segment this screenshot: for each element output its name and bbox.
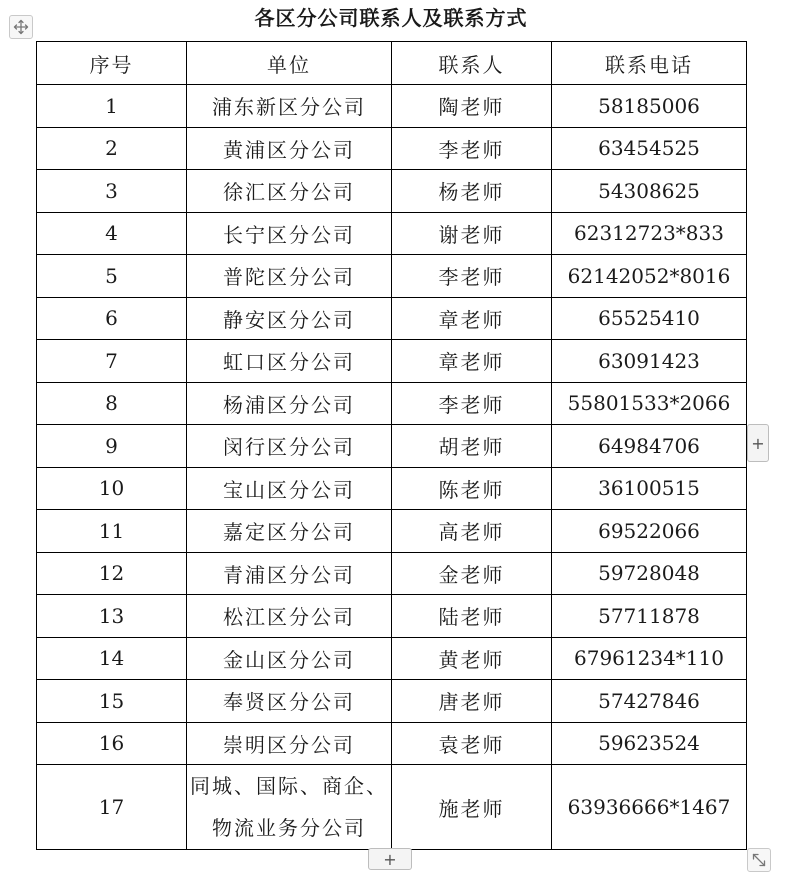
cell-no[interactable]: 8 [37,382,187,425]
cell-phone[interactable]: 57711878 [552,595,747,638]
cell-unit[interactable]: 长宁区分公司 [187,212,392,255]
cell-phone[interactable]: 62142052*8016 [552,255,747,298]
page-title: 各区分公司联系人及联系方式 [254,6,528,30]
contacts-table [36,41,747,850]
cell-person[interactable]: 高老师 [392,510,552,553]
cell-person[interactable]: 章老师 [392,297,552,340]
table-row [37,212,747,255]
cell-unit[interactable]: 杨浦区分公司 [187,382,392,425]
cell-no[interactable]: 6 [37,297,187,340]
cell-no[interactable]: 3 [37,170,187,213]
cell-phone[interactable]: 63091423 [552,340,747,383]
cell-unit[interactable] [187,765,392,850]
cell-phone[interactable]: 36100515 [552,467,747,510]
cell-person[interactable]: 陈老师 [392,467,552,510]
cell-unit[interactable]: 静安区分公司 [187,297,392,340]
cell-unit[interactable]: 奉贤区分公司 [187,680,392,723]
cell-no[interactable]: 5 [37,255,187,298]
cell-phone[interactable]: 63936666*1467 [552,765,747,850]
cell-phone[interactable]: 62312723*833 [552,212,747,255]
cell-phone[interactable]: 59623524 [552,722,747,765]
cell-phone[interactable]: 63454525 [552,127,747,170]
cell-no[interactable]: 17 [37,765,187,850]
cell-no[interactable]: 15 [37,680,187,723]
table-row [37,722,747,765]
table-row [37,467,747,510]
cell-person[interactable]: 章老师 [392,340,552,383]
cell-unit[interactable]: 松江区分公司 [187,595,392,638]
cell-person[interactable]: 金老师 [392,552,552,595]
cell-person[interactable]: 陆老师 [392,595,552,638]
table-row [37,680,747,723]
cell-unit[interactable]: 青浦区分公司 [187,552,392,595]
cell-no[interactable]: 13 [37,595,187,638]
table-row [37,595,747,638]
resize-diagonal-icon [751,852,767,868]
cell-person[interactable]: 胡老师 [392,425,552,468]
cell-phone[interactable]: 57427846 [552,680,747,723]
cell-phone[interactable]: 67961234*110 [552,637,747,680]
cell-unit[interactable]: 金山区分公司 [187,637,392,680]
table-row [37,255,747,298]
cell-no[interactable]: 1 [37,85,187,128]
cell-phone[interactable]: 59728048 [552,552,747,595]
cell-unit[interactable]: 虹口区分公司 [187,340,392,383]
table-row [37,425,747,468]
cell-no[interactable]: 2 [37,127,187,170]
cell-phone[interactable]: 69522066 [552,510,747,553]
table-row [37,552,747,595]
add-column-button[interactable]: + [747,424,769,462]
cell-person[interactable]: 李老师 [392,255,552,298]
add-row-button[interactable]: + [368,848,412,870]
table-row [37,170,747,213]
table-row [37,340,747,383]
header-person: 联系人 [392,42,552,85]
cell-phone[interactable]: 58185006 [552,85,747,128]
cell-no[interactable]: 4 [37,212,187,255]
cell-unit[interactable]: 普陀区分公司 [187,255,392,298]
cell-no[interactable]: 16 [37,722,187,765]
cell-person[interactable]: 谢老师 [392,212,552,255]
cell-unit-line: 同城、国际、商企、 [190,774,388,798]
table-row [37,85,747,128]
cell-phone[interactable]: 64984706 [552,425,747,468]
cell-person[interactable]: 杨老师 [392,170,552,213]
table-row [37,510,747,553]
header-phone: 联系电话 [552,42,747,85]
cell-unit[interactable]: 闵行区分公司 [187,425,392,468]
table-row [37,127,747,170]
cell-person[interactable]: 施老师 [392,765,552,850]
cell-phone[interactable]: 54308625 [552,170,747,213]
cell-no[interactable]: 10 [37,467,187,510]
cell-no[interactable]: 14 [37,637,187,680]
cell-person[interactable]: 李老师 [392,382,552,425]
cell-unit[interactable]: 徐汇区分公司 [187,170,392,213]
cell-no[interactable]: 12 [37,552,187,595]
cell-phone[interactable]: 65525410 [552,297,747,340]
cell-phone[interactable]: 55801533*2066 [552,382,747,425]
table-move-handle[interactable] [9,15,33,39]
cell-unit[interactable]: 崇明区分公司 [187,722,392,765]
cell-unit[interactable]: 浦东新区分公司 [187,85,392,128]
cell-unit[interactable]: 宝山区分公司 [187,467,392,510]
cell-unit[interactable]: 嘉定区分公司 [187,510,392,553]
cell-person[interactable]: 袁老师 [392,722,552,765]
cell-unit-line: 物流业务分公司 [212,816,366,840]
table-resize-handle[interactable] [747,848,771,872]
cell-person[interactable]: 黄老师 [392,637,552,680]
cell-unit[interactable]: 黄浦区分公司 [187,127,392,170]
cell-person[interactable]: 陶老师 [392,85,552,128]
table-row [37,382,747,425]
table-header-row [37,42,747,85]
table-row [37,297,747,340]
table-row [37,637,747,680]
cell-person[interactable]: 李老师 [392,127,552,170]
header-unit: 单位 [187,42,392,85]
cell-no[interactable]: 11 [37,510,187,553]
table-row [37,765,747,850]
cell-person[interactable]: 唐老师 [392,680,552,723]
cell-no[interactable]: 7 [37,340,187,383]
cell-no[interactable]: 9 [37,425,187,468]
move-arrows-icon [13,19,29,35]
header-no: 序号 [37,42,187,85]
